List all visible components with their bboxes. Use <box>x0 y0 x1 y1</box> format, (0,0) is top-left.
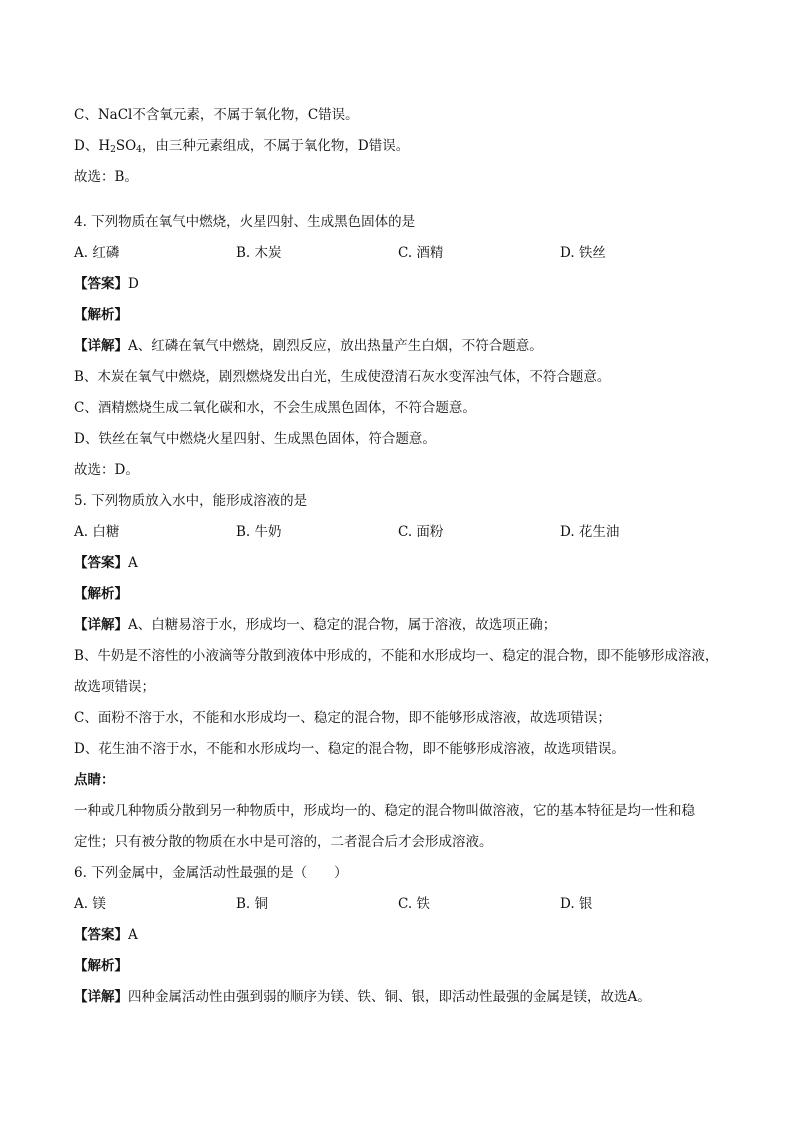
q4-answer <box>74 269 724 300</box>
prev-option-c-explanation: C、NaCl不含氧元素，不属于氧化物，C错误。 <box>74 107 359 123</box>
answer-value: D <box>128 276 139 292</box>
document-content <box>74 100 724 1013</box>
q4-option-a: A. 红磷 <box>74 245 120 261</box>
q5-detail-d: D、花生油不溶于水，不能和水形成均一、稳定的混合物，即不能够形成溶液，故选项错误。 <box>74 741 625 757</box>
q6-analysis-tag: 【解析】 <box>74 958 128 974</box>
q4-detail-c: C、酒精燃烧生成二氧化碳和水，不会生成黑色固体，不符合题意。 <box>74 400 476 416</box>
explanation-text: ，由三种元素组成，不属于氧化物，D错误。 <box>141 138 410 154</box>
prev-choice: 故选：B。 <box>74 169 138 185</box>
q6-option-b: B. 铜 <box>236 896 269 912</box>
q5-note-label: 点睛： <box>74 772 115 788</box>
detail-tag: 【详解】 <box>74 989 128 1005</box>
detail-tag: 【详解】 <box>74 617 128 633</box>
q6-option-c: C. 铁 <box>398 896 430 912</box>
q5-answer <box>74 548 724 579</box>
q4-detail-b: B、木炭在氧气中燃烧，剧烈燃烧发出白光，生成使澄清石灰水变浑浊气体，不符合题意。 <box>74 369 611 385</box>
detail-text: A、白糖易溶于水，形成均一、稳定的混合物，属于溶液，故选项正确； <box>128 617 557 633</box>
q5-detail-b-line1: B、牛奶是不溶性的小液滴等分散到液体中形成的，不能和水形成均一、稳定的混合物，即不能够形成溶液， <box>74 648 719 664</box>
q4-option-c: C. 酒精 <box>398 245 444 261</box>
answer-value: A <box>128 555 138 571</box>
q5-detail <box>74 610 724 641</box>
q6-option-a: A. 镁 <box>74 896 106 912</box>
q5-option-d: D. 花生油 <box>560 524 620 540</box>
q5-detail-b-line2: 故选项错误； <box>74 679 155 695</box>
detail-text: 四种金属活动性由强到弱的顺序为镁、铁、铜、银，即活动性最强的金属是镁，故选A。 <box>128 989 651 1005</box>
q5-detail-c: C、面粉不溶于水，不能和水形成均一、稳定的混合物，即不能够形成溶液，故选项错误； <box>74 710 611 726</box>
q6-stem: 6. 下列金属中，金属活动性最强的是（ ） <box>74 865 348 881</box>
formula-part: SO <box>115 138 137 154</box>
q4-option-d: D. 铁丝 <box>560 245 606 261</box>
q4-detail-d: D、铁丝在氧气中燃烧火星四射、生成黑色固体，符合题意。 <box>74 431 436 447</box>
q4-analysis-tag: 【解析】 <box>74 307 128 323</box>
formula-subscript: 2 <box>110 145 116 155</box>
q4-detail <box>74 331 724 362</box>
q4-stem: 4. 下列物质在氧气中燃烧，火星四射、生成黑色固体的是 <box>74 214 416 230</box>
formula-part: D、H <box>74 138 111 154</box>
answer-value: A <box>128 927 138 943</box>
detail-text: A、红磷在氧气中燃烧，剧烈反应，放出热量产生白烟，不符合题意。 <box>128 338 543 354</box>
q5-option-a: A. 白糖 <box>74 524 120 540</box>
formula-subscript: 4 <box>136 145 142 155</box>
q6-option-d: D. 银 <box>560 896 593 912</box>
q6-detail <box>74 982 724 1013</box>
answer-tag: 【答案】 <box>74 927 128 943</box>
prev-option-d-explanation <box>74 131 724 162</box>
q6-answer <box>74 920 724 951</box>
q4-option-b: B. 木炭 <box>236 245 282 261</box>
q4-choice: 故选：D。 <box>74 462 139 478</box>
answer-tag: 【答案】 <box>74 555 128 571</box>
q6-options <box>74 889 724 920</box>
q5-options <box>74 517 724 548</box>
q4-options <box>74 238 724 269</box>
detail-tag: 【详解】 <box>74 338 128 354</box>
q5-note-line1: 一种或几种物质分散到另一种物质中，形成均一的、稳定的混合物叫做溶液，它的基本特征是均一性和稳 <box>74 803 695 819</box>
q5-analysis-tag: 【解析】 <box>74 586 128 602</box>
q5-stem: 5. 下列物质放入水中，能形成溶液的是 <box>74 493 308 509</box>
q5-option-c: C. 面粉 <box>398 524 444 540</box>
q5-note-line2: 定性；只有被分散的物质在水中是可溶的，二者混合后才会形成溶液。 <box>74 834 493 850</box>
answer-tag: 【答案】 <box>74 276 128 292</box>
q5-option-b: B. 牛奶 <box>236 524 282 540</box>
